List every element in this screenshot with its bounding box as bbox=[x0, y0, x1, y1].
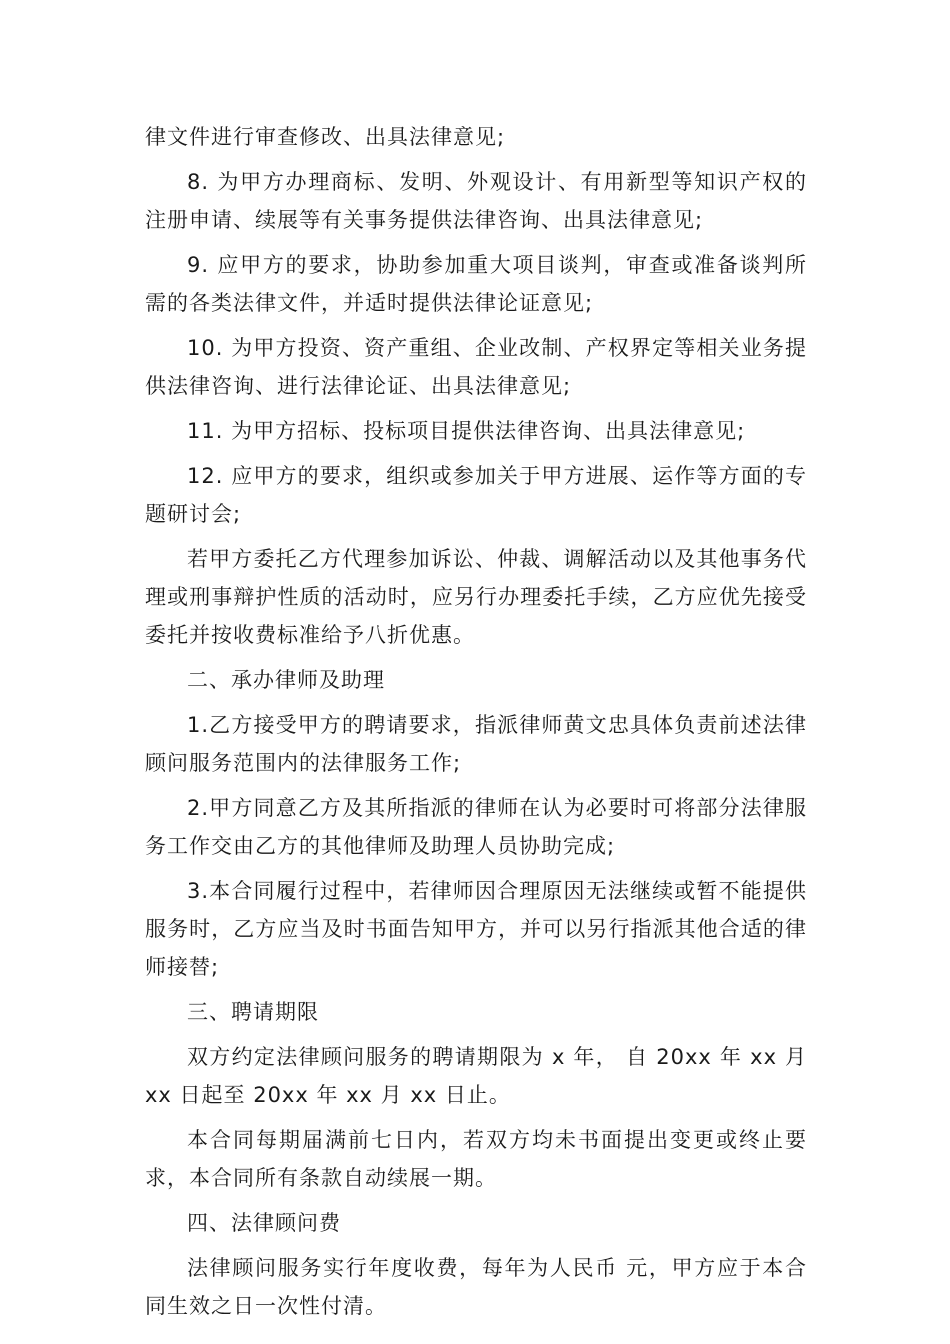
list-item-11: 11. 为甲方招标、投标项目提供法律咨询、出具法律意见; bbox=[187, 419, 746, 443]
list-item-9: 9. 应甲方的要求，协助参加重大项目谈判，审查或准备谈判所需的各类法律文件，并适时提供法律论证意见; bbox=[145, 253, 807, 315]
section-heading-term: 三、聘请期限 bbox=[187, 1000, 319, 1024]
list-item-lawyer-2: 2.甲方同意乙方及其所指派的律师在认为必要时可将部分法律服务工作交由乙方的其他律师及助理人员协助完成; bbox=[145, 796, 807, 858]
paragraph-litigation-delegation: 若甲方委托乙方代理参加诉讼、仲裁、调解活动以及其他事务代理或刑事辩护性质的活动时，应另行办理委托手续，乙方应优先接受委托并按收费标准给予八折优惠。 bbox=[145, 547, 807, 647]
paragraph-auto-renewal: 本合同每期届满前七日内，若双方均未书面提出变更或终止要求，本合同所有条款自动续展一期。 bbox=[145, 1128, 807, 1190]
list-item-8: 8. 为甲方办理商标、发明、外观设计、有用新型等知识产权的注册申请、续展等有关事务提供法律咨询、出具法律意见; bbox=[145, 170, 807, 232]
section-heading-fees: 四、法律顾问费 bbox=[187, 1211, 341, 1235]
paragraph-annual-fee: 法律顾问服务实行年度收费，每年为人民币 元，甲方应于本合同生效之日一次性付清。 bbox=[145, 1256, 807, 1318]
section-heading-lawyers: 二、承办律师及助理 bbox=[187, 668, 385, 692]
list-item-10: 10. 为甲方投资、资产重组、企业改制、产权界定等相关业务提供法律咨询、进行法律论证、出具法律意见; bbox=[145, 336, 807, 398]
paragraph-continuation: 律文件进行审查修改、出具法律意见; bbox=[145, 125, 506, 149]
list-item-lawyer-3: 3.本合同履行过程中，若律师因合理原因无法继续或暂不能提供服务时，乙方应当及时书面告知甲方，并可以另行指派其他合适的律师接替; bbox=[145, 879, 807, 979]
list-item-12: 12. 应甲方的要求，组织或参加关于甲方进展、运作等方面的专题研讨会; bbox=[145, 464, 807, 526]
paragraph-term-period: 双方约定法律顾问服务的聘请期限为 x 年， 自 20xx 年 xx 月 xx 日起至 20xx 年 xx 月 xx 日止。 bbox=[145, 1045, 807, 1107]
list-item-lawyer-1: 1.乙方接受甲方的聘请要求，指派律师黄文忠具体负责前述法律顾问服务范围内的法律服务工作; bbox=[145, 713, 807, 775]
document-page bbox=[145, 118, 807, 1332]
